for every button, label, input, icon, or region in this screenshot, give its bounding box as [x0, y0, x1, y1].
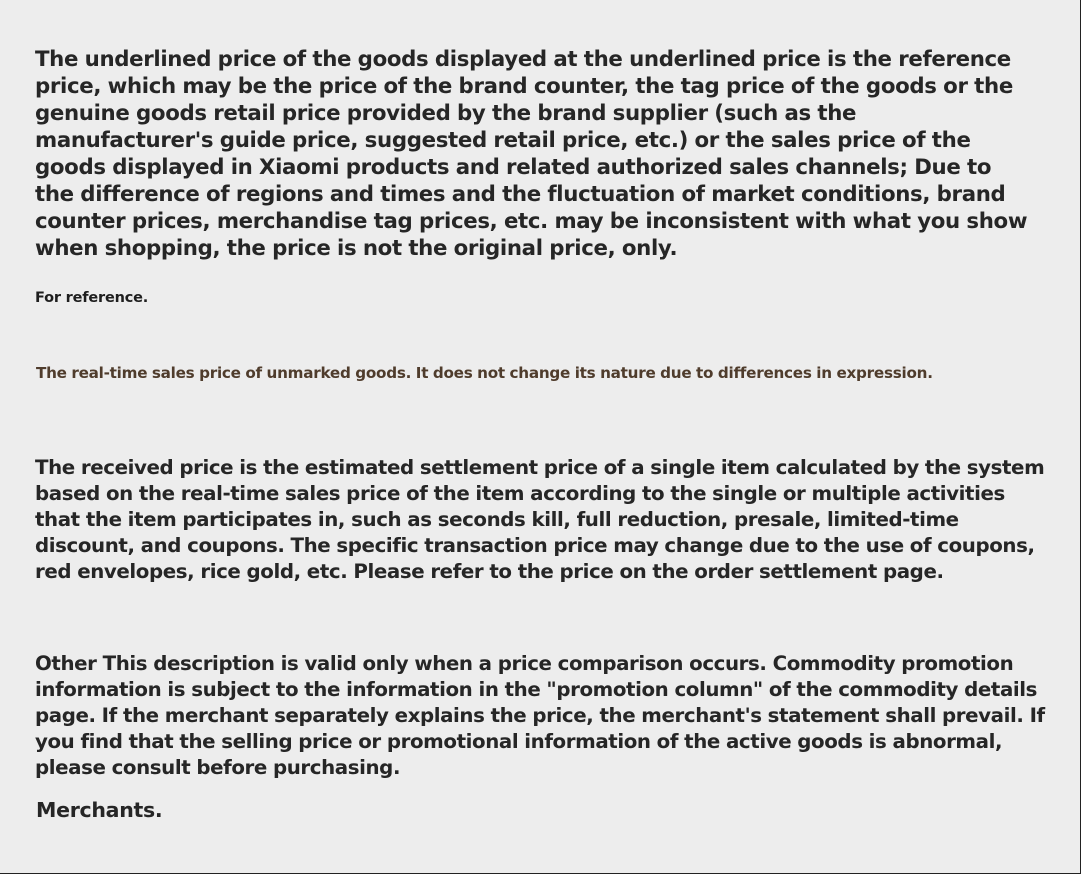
unmarked-goods-paragraph: The real-time sales price of unmarked goods. It does not change its nature due to differences in expression. — [36, 364, 933, 382]
for-reference-paragraph: For reference. — [35, 290, 149, 306]
underlined-price-paragraph: The underlined price of the goods displayed at the underlined price is the reference price, which may be the price of the brand counter, the tag price of the goods or the genuine goods retail price provided by the brand supplier (such as the manufacturer's guide price, suggested retail price, etc.) or the sales price of the goods displayed in Xiaomi products and related authorized sales channels; Due to the difference of regions and times and the fluctuation of market conditions, brand counter prices, merchandise tag prices, etc. may be inconsistent with what you show when shopping, the price is not the original price, only. — [35, 47, 1028, 261]
received-price-paragraph: The received price is the estimated settlement price of a single item calculated by the system based on the real-time sales price of the item according to the single or multiple activities that the item participates in, such as seconds kill, full reduction, presale, limited-time discount, and coupons. The specific transaction price may change due to the use of coupons, red envelopes, rice gold, etc. Please refer to the price on the order settlement page. — [35, 456, 1045, 583]
other-description-paragraph: Other This description is valid only when a price comparison occurs. Commodity promotion information is subject to the information in the "promotion column" of the commodity details page. If the merchant separately explains the price, the merchant's statement shall prevail. If you find that the selling price or promotional information of the active goods is abnormal, please consult before purchasing. — [35, 652, 1045, 779]
merchants-paragraph: Merchants. — [36, 798, 163, 822]
